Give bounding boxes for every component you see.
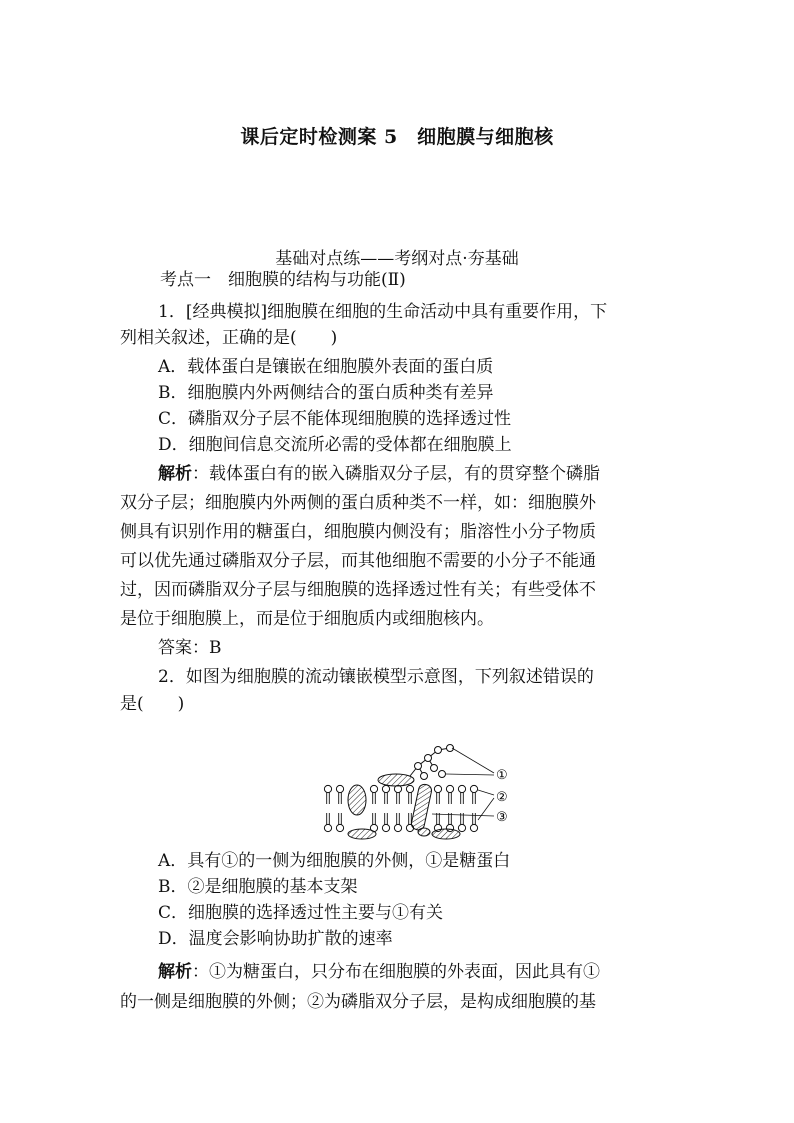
q1-analysis-line2: 双分子层；细胞膜内外两侧的蛋白质种类不一样，如：细胞膜外 [120,493,596,513]
q1-stem-line1: 1．[经典模拟]细胞膜在细胞的生命活动中具有重要作用，下 [158,302,608,322]
diagram-label-1: ① [496,768,508,783]
q2-analysis-label: 解析 [158,962,192,982]
q1-analysis-line6: 是位于细胞膜上，而是位于细胞质内或细胞核内。 [120,609,494,629]
section-title: 基础对点练——考纲对点·夯基础 [275,249,519,269]
diagram-label-2: ② [496,790,508,805]
page-title: 课后定时检测案 5 细胞膜与细胞核 [240,126,554,148]
leader-lines [432,748,494,820]
q1-answer: 答案：B [158,638,222,658]
q2-analysis-line1: 解析：①为糖蛋白，只分布在细胞膜的外表面，因此具有① [158,962,600,982]
q1-stem-line2: 列相关叙述，正确的是( ) [120,328,338,348]
q1-option-a: A．载体蛋白是镶嵌在细胞膜外表面的蛋白质 [158,357,494,377]
lipid-lower-layer [324,813,477,832]
q2-option-d: D．温度会影响协助扩散的速率 [158,929,393,949]
q1-analysis-line3: 侧具有识别作用的糖蛋白，细胞膜内侧没有；脂溶性小分子物质 [120,522,596,542]
cell-membrane-diagram [318,740,528,842]
q1-analysis-label: 解析 [158,464,192,484]
q1-analysis-line5: 过，因而磷脂双分子层与细胞膜的选择透过性有关；有些受体不 [120,580,596,600]
q2-option-a: A．具有①的一侧为细胞膜的外侧，①是糖蛋白 [158,851,511,871]
q1-analysis-line4: 可以优先通过磷脂双分子层，而其他细胞不需要的小分子不能通 [120,551,596,571]
lipid-upper-layer [324,785,477,804]
q1-option-c: C．磷脂双分子层不能体现细胞膜的选择透过性 [158,409,512,429]
protein-inner-right [432,829,460,839]
topic-heading: 考点一 细胞膜的结构与功能(Ⅱ) [160,270,406,290]
protein-transmembrane-left [348,785,366,815]
diagram-label-3: ③ [496,810,508,825]
q1-analysis-line1: 解析：载体蛋白有的嵌入磷脂双分子层，有的贯穿整个磷脂 [158,464,600,484]
protein-inner-small [418,828,430,836]
q1-option-b: B．细胞膜内外两侧结合的蛋白质种类有差异 [158,383,494,403]
q1-option-d: D．细胞间信息交流所必需的受体都在细胞膜上 [158,435,512,455]
protein-outer-surface [378,774,414,786]
q2-stem-line2: 是( ) [120,694,185,714]
q2-analysis-line2: 的一侧是细胞膜的外侧；②为磷脂双分子层，是构成细胞膜的基 [120,992,596,1012]
q2-stem-line1: 2．如图为细胞膜的流动镶嵌模型示意图，下列叙述错误的 [158,667,594,687]
q2-option-b: B．②是细胞膜的基本支架 [158,877,358,897]
protein-inner-left [348,829,376,839]
q2-option-c: C．细胞膜的选择透过性主要与①有关 [158,903,444,923]
